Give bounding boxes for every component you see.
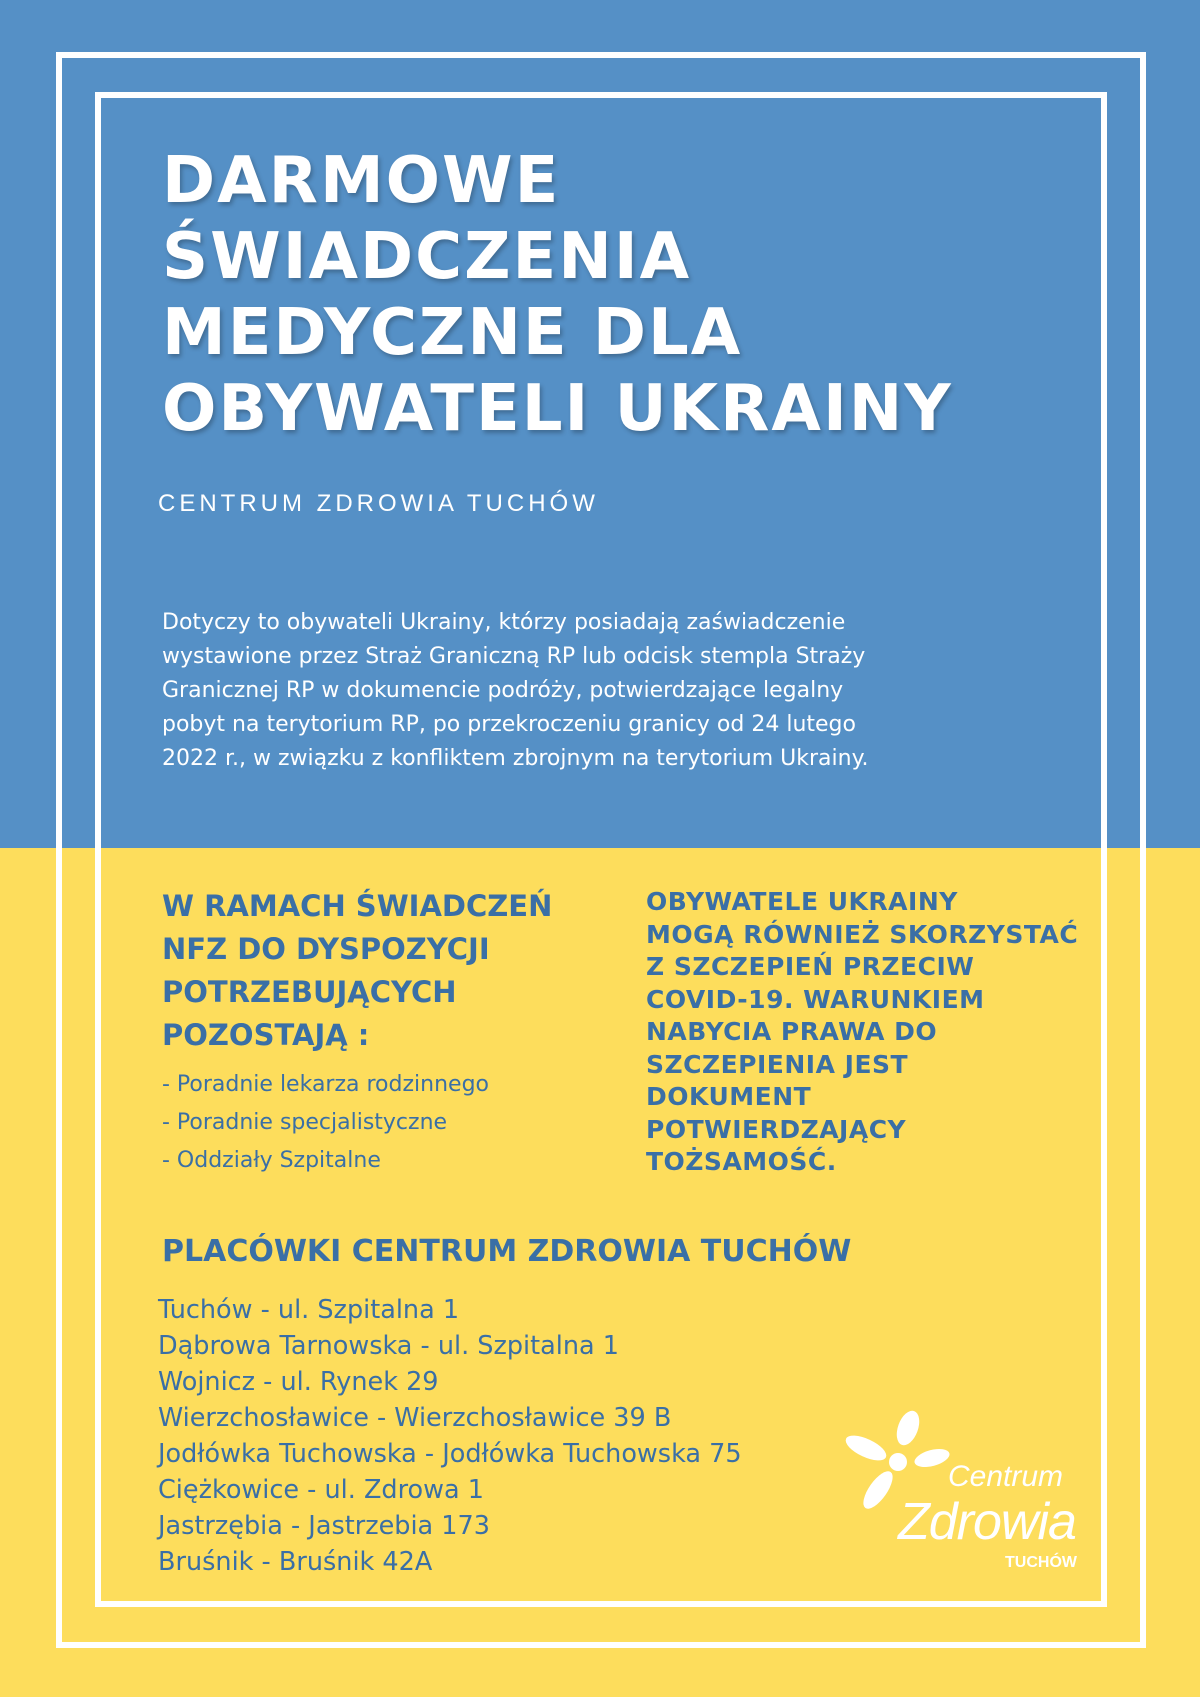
services-heading-line: POTRZEBUJĄCYCH: [162, 975, 457, 1009]
list-item: Ciężkowice - ul. Zdrowa 1: [158, 1475, 484, 1505]
centrum-zdrowia-logo: [840, 1410, 1080, 1580]
intro-line: wystawione przez Straż Graniczną RP lub odcisk stempla Straży: [162, 644, 866, 669]
vaccination-line: TOŻSAMOŚĆ.: [646, 1147, 837, 1176]
poster-subtitle: CENTRUM ZDROWIA TUCHÓW: [158, 490, 599, 517]
vaccination-line: MOGĄ RÓWNIEŻ SKORZYSTAĆ: [646, 919, 1079, 949]
vaccination-line: COVID-19. WARUNKIEM: [646, 984, 985, 1014]
list-item: - Poradnie lekarza rodzinnego: [162, 1072, 489, 1097]
vaccination-line: DOKUMENT: [646, 1082, 812, 1111]
intro-paragraph: [162, 606, 1042, 776]
list-item: Tuchów - ul. Szpitalna 1: [158, 1295, 460, 1325]
vaccination-line: NABYCIA PRAWA DO: [646, 1017, 938, 1046]
list-item: Bruśnik - Bruśnik 42A: [158, 1547, 433, 1577]
list-item: Wojnicz - ul. Rynek 29: [158, 1367, 439, 1397]
poster-title: [162, 143, 953, 447]
vaccination-line: POTWIERDZAJĄCY: [646, 1114, 907, 1144]
list-item: - Poradnie specjalistyczne: [162, 1110, 448, 1135]
list-item: - Oddziały Szpitalne: [162, 1148, 381, 1173]
intro-line: Dotyczy to obywateli Ukrainy, którzy posiadają zaświadczenie: [162, 610, 846, 635]
list-item: Dąbrowa Tarnowska - ul. Szpitalna 1: [158, 1331, 619, 1361]
vaccination-line: SZCZEPIENIA JEST: [646, 1049, 909, 1079]
list-item: Wierzchosławice - Wierzchosławice 39 B: [158, 1403, 672, 1433]
title-line: ŚWIADCZENIA: [162, 220, 692, 294]
intro-line: pobyt na terytorium RP, po przekroczeniu granicy od 24 lutego: [162, 712, 856, 737]
title-line: MEDYCZNE DLA: [162, 296, 743, 370]
vaccination-line: Z SZCZEPIEŃ PRZECIW: [646, 952, 975, 981]
intro-line: 2022 r., w związku z konfliktem zbrojnym na terytorium Ukrainy.: [162, 746, 869, 771]
intro-line: Granicznej RP w dokumencie podróży, potwierdzające legalny: [162, 678, 844, 703]
list-item: Jastrzębia - Jastrzebia 173: [158, 1511, 490, 1541]
services-heading-line: W RAMACH ŚWIADCZEŃ: [162, 889, 553, 923]
services-heading: [162, 885, 582, 1057]
logo-text-zdrowia: Zdrowia: [898, 1493, 1076, 1551]
services-list: [162, 1066, 489, 1180]
title-line: DARMOWE: [162, 144, 561, 218]
services-heading-line: NFZ DO DYSPOZYCJI: [162, 932, 490, 966]
facilities-heading: PLACÓWKI CENTRUM ZDROWIA TUCHÓW: [162, 1234, 852, 1269]
services-heading-line: POZOSTAJĄ :: [162, 1018, 370, 1052]
logo-text-centrum: Centrum: [948, 1460, 1064, 1493]
logo-text-city: TUCHÓW: [1005, 1554, 1077, 1571]
list-item: Jodłówka Tuchowska - Jodłówka Tuchowska 75: [158, 1439, 742, 1469]
facilities-list: [158, 1292, 742, 1580]
title-line: OBYWATELI UKRAINY: [162, 372, 953, 446]
vaccination-line: OBYWATELE UKRAINY: [646, 887, 958, 916]
vaccination-notice: [646, 886, 1086, 1179]
